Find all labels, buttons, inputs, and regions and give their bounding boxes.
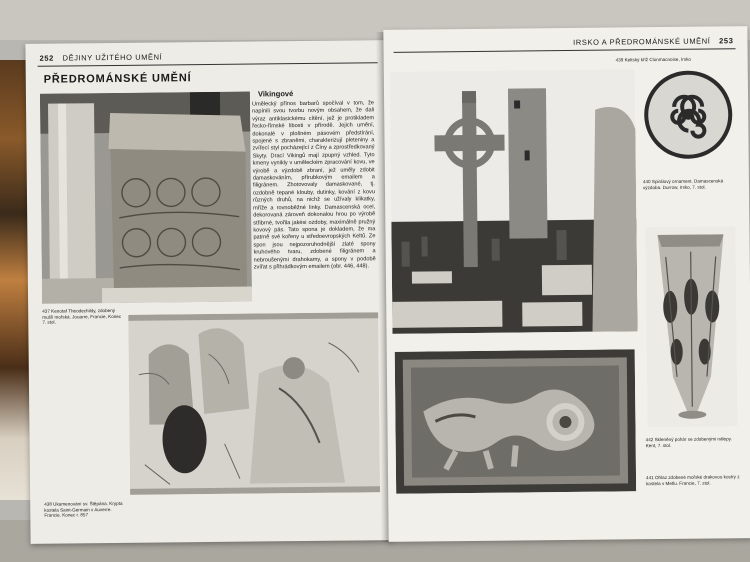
right-page [383,26,750,542]
caption-fig-440: 440 Spirálový ornament. Damascenská výzdoba. Durrow, Irsko, 7. stol. [642,178,724,190]
right-page-number: 253 [719,36,734,46]
section-title: PŘEDROMÁNSKÉ UMĚNÍ [43,72,192,86]
caption-fig-438: 438 Ukamenování sv. Štěpána. Krypta kostela Saint-Germain v Auxerre. Francie. Konec r. 857 [44,500,123,518]
article-body-text: Umělecký přínos barbarů spočíval v tom, že napínili svou tvorbu novým obsahem, že dali výraz antiklasickému cítění, jež je protikladem řecko-římské libosti v přírodě. Jejich umění, dokonalé v plošném pásovém předstírání, spojené s zbraněmi, charakterizují pleteniny a zvířecí styl pocházející z Číny a zprostředkovaný Skyty. Drací Vikingů mají zpupný vzhled. Tyto kmeny vynikly v uměleckém zpracování kovu, ve výrobě a výzdobě zbraní, jež uměly zdobit damaskováním, přírubkovým emailem a filigránem. Zhotovovaly damaskované, tj. ozdobně tepané klouby, dutinky, kování z kovu různých druhů, na nichž se užívaly klikatky, mříže a rovnoběžné linky. Damascenská ocel, dekorovaná zároveň dokonalou hrou po výrobě střibrné, tvořila jakési ozdoby, maximálně pružný kovový pás. Tato spona je dokladem, že ma patrně své kořeny u středoevropských Keltů. Ze spon jsou nejpozoruhodnější zlaté spony kruhového tvaru, zdobené filigránem a nebroušenými drahokamy, a spony v podobě zvířat s přihrádkovým emailem (obr. 446, 448). [252,100,376,271]
photo-celtic-cross [390,69,638,334]
left-header-rule [38,62,378,67]
right-running-head: IRSKO A PŘEDROMÁNSKÉ UMĚNÍ [573,36,711,47]
left-page-number: 252 [39,53,54,63]
caption-fig-441: 441 Ohlaz zdobené mořské drakovou kostry z kostela v Metlu. Francie, 7. stol. [646,474,740,486]
caption-fig-437: 437 Kenotaf Theodechildy, zdobený mušlí mořská. Jouarre, Francie, Konec 7. stol. [42,307,122,325]
caption-fig-439: 439 Keltský kříž Clonmacnoise, Irsko [615,56,692,63]
right-page-header [573,36,733,47]
caption-fig-442: 442 Skleněný pohár se zdobenými nálepy. Kent, 7. stol. [645,436,732,448]
photo-sarcophagus [40,92,252,304]
subheading-vikings: Vikingové [257,89,294,99]
photo-spiral-ornament [640,66,737,175]
photo-dragon-relief [395,349,636,494]
photo-fresco-stoning [128,312,380,495]
photo-glass-beaker [645,226,737,427]
left-running-head: DĚJINY UŽITÉHO UMĚNÍ [62,52,163,63]
left-page [25,40,392,544]
left-page-header [39,52,162,62]
right-header-rule [394,48,736,53]
